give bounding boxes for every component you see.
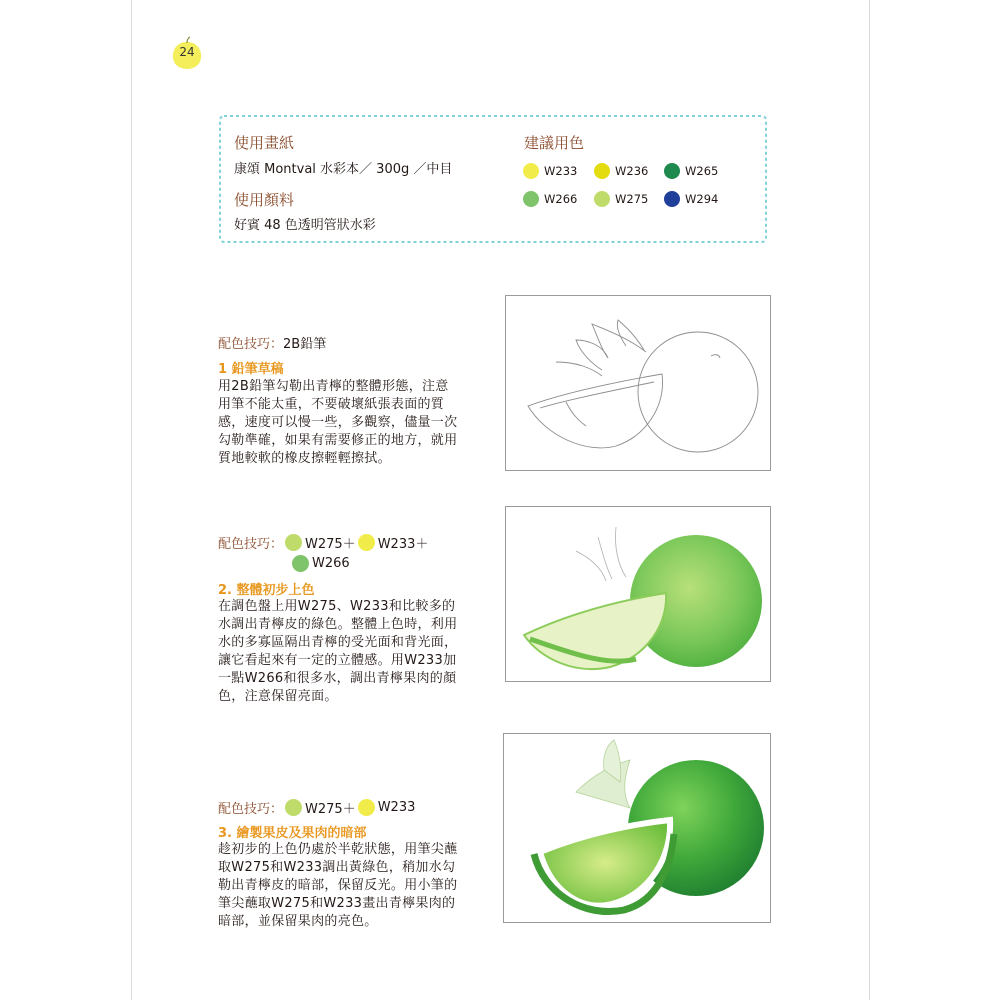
lime-shaded-illustration [504,734,771,923]
materials-box [218,114,768,244]
mix-color-a: W275＋ [305,802,356,817]
text-line: 水的多寡區隔出青檸的受光面和背光面， [218,635,458,650]
mix-color-b: W233 [377,800,416,815]
text-line: 色，注意保留亮面。 [218,689,338,704]
step2-initial-color-image [505,506,771,682]
technique-label: 配色技巧： [218,802,284,817]
technique-value: 2B鉛筆 [283,337,327,352]
color-dot-icon [594,163,610,179]
text-line: 水調出青檸皮的綠色。整體上色時，利用 [218,617,458,632]
step1-body [218,378,457,468]
swatch-w236: W236 [594,163,648,179]
text-line: 用筆不能太重，不要破壞紙張表面的質 [218,397,445,412]
color-w233-icon [358,799,375,816]
text-line: 讓它看起來有一定的立體感。用W233加 [218,653,457,668]
paint-heading: 使用顏料 [234,191,295,209]
swatch-w294: W294 [664,191,718,207]
paper-text: 康頌 Montval 水彩本／ 300g ／中目 [234,162,453,177]
step2-title: 2. 整體初步上色 [218,583,315,598]
text-line: 用2B鉛筆勾勒出青檸的整體形態，注意 [218,379,449,394]
lime-sketch-illustration [506,296,771,471]
text-line: 筆尖蘸取W275和W233畫出青檸果肉的 [218,896,456,911]
swatch-w266: W266 [523,191,577,207]
step3-dark-areas-image [503,733,771,923]
technique-label: 配色技巧： [218,337,284,352]
text-line: 一點W266和很多水，調出青檸果肉的顏 [218,671,457,686]
page-number: 24 [179,45,195,59]
text-line: 暗部，並保留果肉的亮色。 [218,914,378,929]
step3-body [218,841,457,931]
technique-label: 配色技巧： [218,537,284,552]
mix-color-b: W233＋ [377,537,429,552]
color-dot-icon [523,191,539,207]
step3-title: 3. 繪製果皮及果肉的暗部 [218,826,367,841]
step3-technique [218,798,415,817]
text-line: 勒出青檸皮的暗部，保留反光。用小筆的 [218,878,458,893]
lime-initial-wash-illustration [506,507,771,682]
text-line: 感，速度可以慢一些，多觀察，儘量一次 [218,415,458,430]
color-dot-icon [664,191,680,207]
text-line: 在調色盤上用W275、W233和比較多的 [218,599,456,614]
paint-text: 好賓 48 色透明管狀水彩 [234,218,376,233]
text-line: 質地較軟的橡皮擦輕輕擦拭。 [218,451,391,466]
swatch-w275: W275 [594,191,648,207]
step1-title: 1 鉛筆草稿 [218,362,284,377]
step2-body [218,598,457,706]
swatch-w233: W233 [523,163,577,179]
color-w275-icon [285,534,302,551]
step1-pencil-sketch-image [505,295,771,471]
swatch-w265: W265 [664,163,718,179]
mix-color-a: W275＋ [305,537,356,552]
color-w233-icon [358,534,375,551]
paper-heading: 使用畫紙 [234,134,295,152]
text-line: 趁初步的上色仍處於半乾狀態，用筆尖蘸 [218,842,458,857]
mix-color-c: W266 [312,556,350,571]
text-line: 勾勒準確，如果有需要修正的地方，就用 [218,433,458,448]
color-dot-icon [594,191,610,207]
colors-heading: 建議用色 [524,134,585,152]
page-number-badge [171,36,203,70]
color-w266-icon [292,555,309,572]
step2-technique [218,533,428,552]
color-dot-icon [664,163,680,179]
step2-technique-line2 [290,555,350,572]
color-dot-icon [523,163,539,179]
step1-technique [218,333,326,352]
text-line: 取W275和W233調出黃綠色，稍加水勾 [218,860,456,875]
color-w275-icon [285,799,302,816]
